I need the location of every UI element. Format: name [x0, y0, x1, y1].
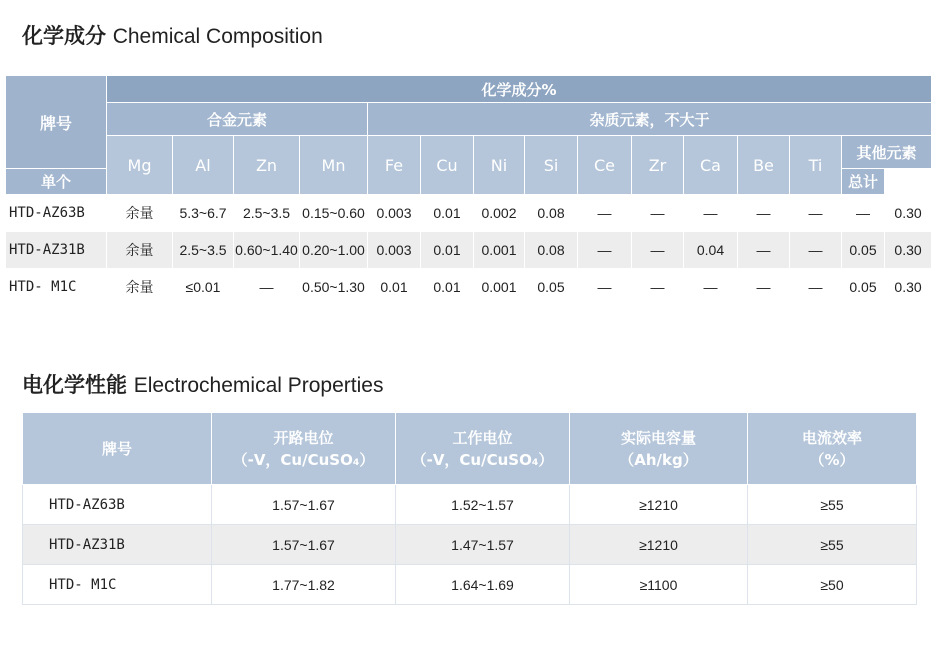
table-row [6, 269, 932, 306]
brand-code: HTD-AZ63B [23, 485, 212, 525]
table-cell: ≥1100 [570, 565, 748, 605]
brand-code: HTD- M1C [23, 565, 212, 605]
table-row [6, 232, 932, 269]
table-cell: — [738, 195, 790, 232]
table-cell: 0.01 [368, 269, 421, 306]
alloy-elements-header: 合金元素 [107, 103, 368, 136]
table-cell: 1.77~1.82 [212, 565, 396, 605]
title-zh: 化学成分 [22, 24, 106, 48]
table-cell: 余量 [107, 269, 173, 306]
element-header: Si [525, 136, 578, 195]
table-cell: ≥55 [748, 525, 917, 565]
table-cell: 0.003 [368, 195, 421, 232]
table-cell: 0.002 [474, 195, 525, 232]
header-line: 实际电容量 [620, 428, 696, 447]
element-header: Cu [421, 136, 474, 195]
element-header: Zr [632, 136, 684, 195]
table-row [23, 525, 917, 565]
table-cell: ≥50 [748, 565, 917, 605]
table-cell: 1.52~1.57 [396, 485, 570, 525]
table-cell: 0.08 [525, 195, 578, 232]
table-cell: 0.30 [885, 232, 932, 269]
composition-header: 化学成分% [107, 76, 932, 103]
brand-header: 牌号 [6, 76, 107, 169]
table-cell: 2.5~3.5 [234, 195, 300, 232]
table-row [23, 565, 917, 605]
table-cell: 0.04 [684, 232, 738, 269]
element-header: Be [738, 136, 790, 195]
element-header: Ti [790, 136, 842, 195]
table-cell: — [578, 195, 632, 232]
table-cell: 0.01 [421, 195, 474, 232]
element-header: Al [173, 136, 234, 195]
column-header [396, 413, 570, 485]
electrochemical-properties-title [22, 369, 383, 399]
element-header: Mn [300, 136, 368, 195]
table-cell: — [684, 195, 738, 232]
table-cell: 0.08 [525, 232, 578, 269]
column-header [23, 413, 212, 485]
brand-code: HTD-AZ31B [23, 525, 212, 565]
element-header: Fe [368, 136, 421, 195]
table-cell: 0.01 [421, 232, 474, 269]
column-header [570, 413, 748, 485]
header-unit: （-V，Cu/CuSO₄） [232, 450, 375, 469]
brand-code: HTD-AZ63B [6, 195, 107, 232]
title-en: Chemical Composition [112, 25, 323, 48]
table-cell: 5.3~6.7 [173, 195, 234, 232]
element-header: Ce [578, 136, 632, 195]
table-cell: — [632, 232, 684, 269]
element-header: Zn [234, 136, 300, 195]
other-elements-header: 其他元素 [842, 136, 932, 169]
table-row [6, 195, 932, 232]
table-cell: — [842, 195, 885, 232]
table-cell: 0.05 [842, 269, 885, 306]
element-header: Ni [474, 136, 525, 195]
header-line: 开路电位 [273, 428, 334, 447]
table-cell: — [790, 195, 842, 232]
table-cell: 0.001 [474, 232, 525, 269]
table-cell: — [738, 232, 790, 269]
table-cell: 1.47~1.57 [396, 525, 570, 565]
table-cell: 0.50~1.30 [300, 269, 368, 306]
table-cell: 余量 [107, 232, 173, 269]
table-cell: — [738, 269, 790, 306]
table-cell: 1.57~1.67 [212, 485, 396, 525]
header-unit: （Ah/kg） [619, 450, 698, 469]
table-cell: 0.05 [525, 269, 578, 306]
header-unit: （-V，Cu/CuSO₄） [411, 450, 554, 469]
table-cell: 0.05 [842, 232, 885, 269]
table-cell: 1.57~1.67 [212, 525, 396, 565]
table-cell: — [578, 232, 632, 269]
table-cell: — [234, 269, 300, 306]
table-cell: — [790, 269, 842, 306]
table-cell: 2.5~3.5 [173, 232, 234, 269]
table-cell: ≤0.01 [173, 269, 234, 306]
title-en: Electrochemical Properties [133, 374, 384, 397]
table-cell: 余量 [107, 195, 173, 232]
header-line: 电流效率 [801, 428, 862, 447]
table-cell: — [578, 269, 632, 306]
chemical-composition-table [5, 75, 932, 306]
column-header [748, 413, 917, 485]
table-cell: 0.003 [368, 232, 421, 269]
table-cell: 0.20~1.00 [300, 232, 368, 269]
element-header: Ca [684, 136, 738, 195]
table-cell: 1.64~1.69 [396, 565, 570, 605]
table-cell: 0.30 [885, 195, 932, 232]
element-header: Mg [107, 136, 173, 195]
table-cell: 0.001 [474, 269, 525, 306]
title-zh: 电化学性能 [22, 373, 127, 397]
table-cell: ≥55 [748, 485, 917, 525]
chemical-composition-title [22, 20, 323, 50]
other-single-header: 单个 [6, 169, 107, 195]
impurity-elements-header: 杂质元素，不大于 [368, 103, 932, 136]
header-unit: （%） [809, 450, 855, 469]
header-line: 工作电位 [452, 428, 513, 447]
table-cell: 0.01 [421, 269, 474, 306]
header-line: 牌号 [101, 439, 132, 458]
table-cell: 0.60~1.40 [234, 232, 300, 269]
table-cell: ≥1210 [570, 485, 748, 525]
table-cell: ≥1210 [570, 525, 748, 565]
column-header [212, 413, 396, 485]
table-cell: — [684, 269, 738, 306]
table-cell: — [632, 195, 684, 232]
brand-code: HTD-AZ31B [6, 232, 107, 269]
table-cell: 0.30 [885, 269, 932, 306]
table-cell: 0.15~0.60 [300, 195, 368, 232]
table-cell: — [790, 232, 842, 269]
table-cell: — [632, 269, 684, 306]
brand-code: HTD- M1C [6, 269, 107, 306]
table-row [23, 485, 917, 525]
electrochemical-properties-table [22, 412, 917, 605]
other-total-header: 总计 [842, 169, 885, 195]
